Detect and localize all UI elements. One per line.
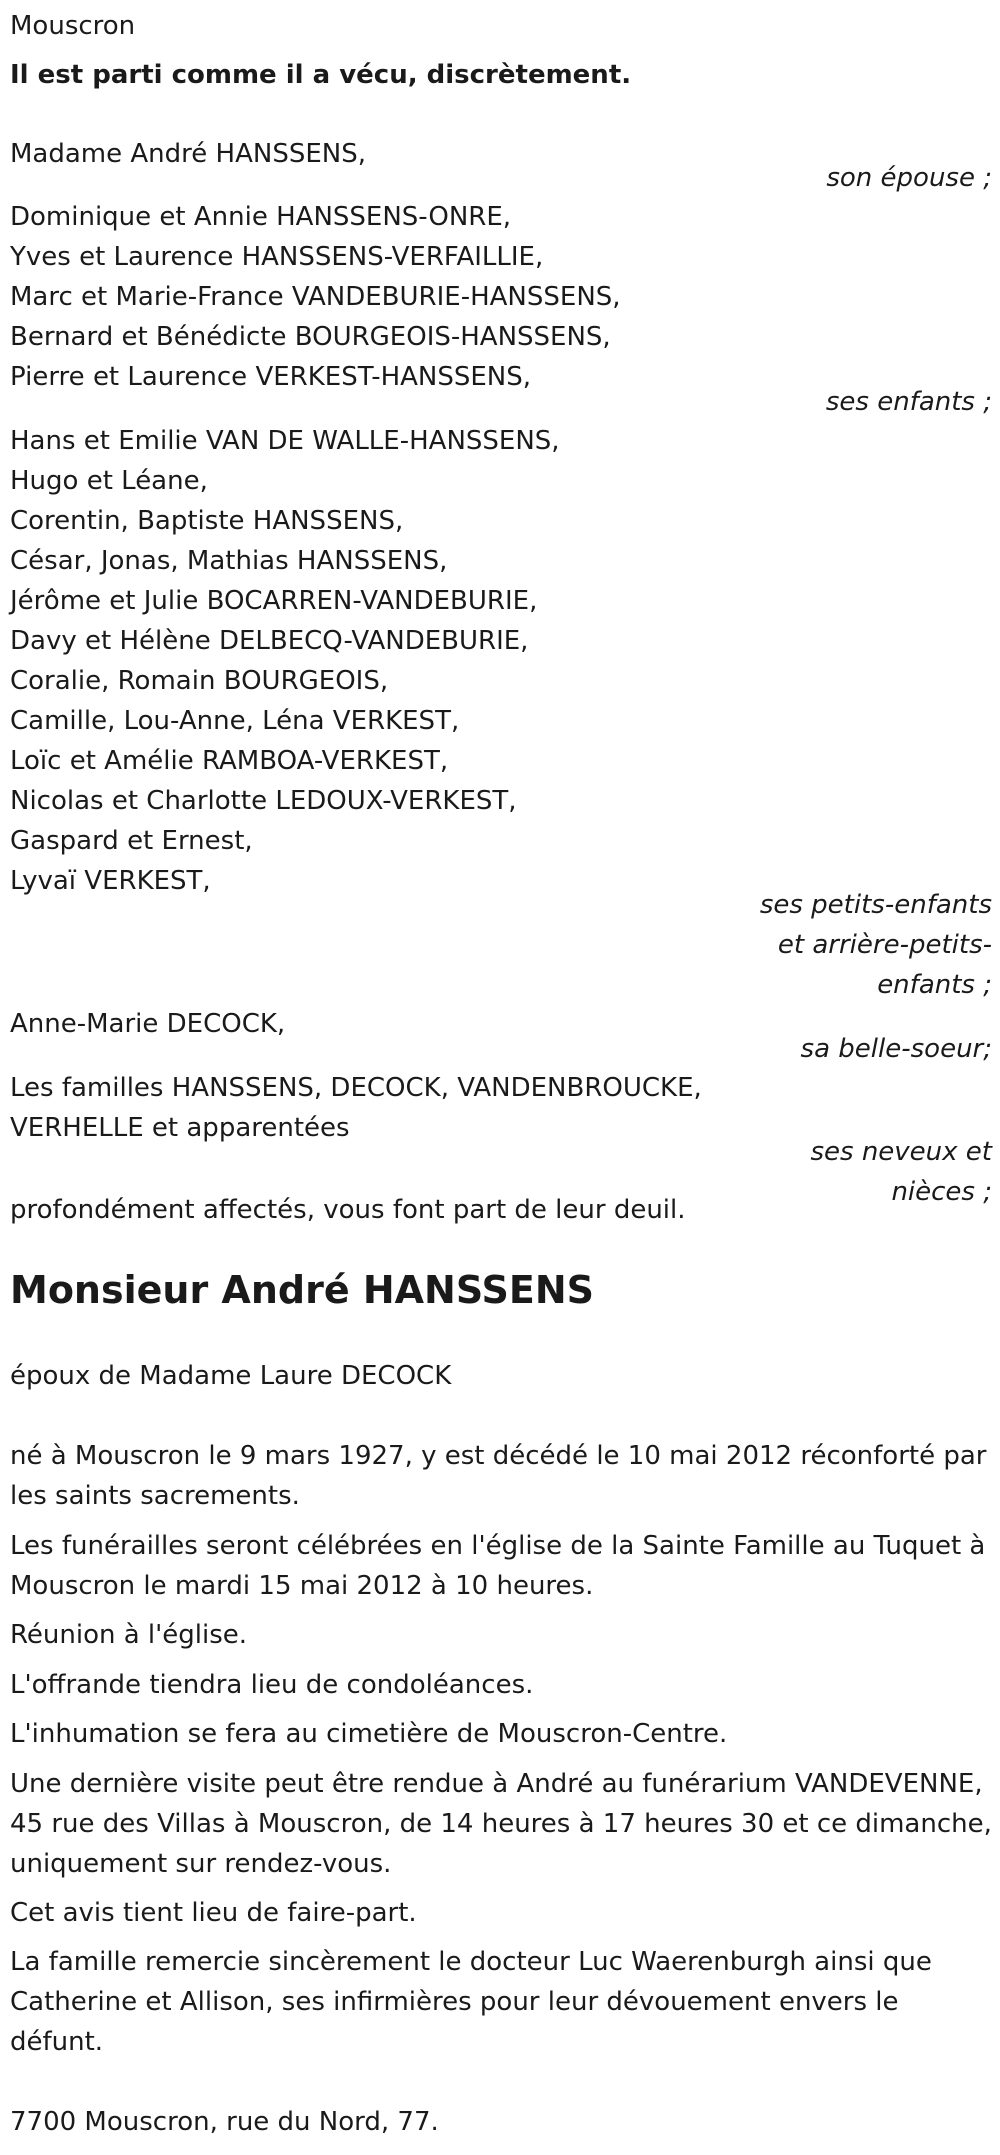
paragraph-reunion: Réunion à l'église. (10, 1620, 248, 1650)
motto: Il est parti comme il a vécu, discrètement. (10, 60, 632, 90)
grandchild-line: Camille, Lou-Anne, Léna VERKEST, (10, 706, 460, 736)
grandchild-line: Hans et Emilie VAN DE WALLE-HANSSENS, (10, 426, 560, 456)
grandchild-line: Jérôme et Julie BOCARREN-VANDEBURIE, (10, 586, 538, 616)
grandchild-line: Coralie, Romain BOURGEOIS, (10, 666, 389, 696)
paragraph-thanks: La famille remercie sincèrement le docteur Luc Waerenburgh ainsi que Catherine et Allison, ses infirmières pour leur dévouement envers le défunt. (10, 1947, 932, 2057)
spouse-line: Madame André HANSSENS, (10, 139, 366, 169)
role-children: ses enfants ; (825, 387, 992, 417)
role-families: ses neveux et (810, 1137, 992, 1167)
grandchild-line: Lyvaï VERKEST, (10, 866, 211, 896)
deceased-name: Monsieur André HANSSENS (10, 1268, 594, 1312)
child-line: Yves et Laurence HANSSENS-VERFAILLIE, (10, 242, 544, 272)
paragraph-visit: Une dernière visite peut être rendue à André au funérarium VANDEVENNE, 45 rue des Villas à Mouscron, de 14 heures à 17 heures 30 et ce dimanche, uniquement sur rendez-vous. (10, 1769, 992, 1879)
sister-in-law-line: Anne-Marie DECOCK, (10, 1009, 286, 1039)
families-line: VERHELLE et apparentées (10, 1113, 350, 1143)
paragraph-offering: L'offrande tiendra lieu de condoléances. (10, 1670, 534, 1700)
grandchild-line: Nicolas et Charlotte LEDOUX-VERKEST, (10, 786, 517, 816)
grandchild-line: Corentin, Baptiste HANSSENS, (10, 506, 404, 536)
role-sister-in-law: sa belle-soeur; (800, 1034, 992, 1064)
child-line: Marc et Marie-France VANDEBURIE-HANSSENS, (10, 282, 621, 312)
grandchild-line: Loïc et Amélie RAMBOA-VERKEST, (10, 746, 449, 776)
role-grandchildren: ses petits-enfants (759, 890, 992, 920)
child-line: Dominique et Annie HANSSENS-ONRE, (10, 202, 512, 232)
role-families: nièces ; (891, 1177, 992, 1207)
role-grandchildren: enfants ; (877, 970, 992, 1000)
paragraph-birth-death: né à Mouscron le 9 mars 1927, y est décédé le 10 mai 2012 réconforté par les saints sacrements. (10, 1441, 987, 1511)
city-heading: Mouscron (10, 11, 136, 41)
child-line: Bernard et Bénédicte BOURGEOIS-HANSSENS, (10, 322, 611, 352)
grandchild-line: Hugo et Léane, (10, 466, 208, 496)
paragraph-funeral: Les funérailles seront célébrées en l'église de la Sainte Famille au Tuquet à Mouscron le mardi 15 mai 2012 à 10 heures. (10, 1531, 986, 1601)
address: 7700 Mouscron, rue du Nord, 77. (10, 2107, 439, 2137)
deceased-spouse: époux de Madame Laure DECOCK (10, 1361, 452, 1391)
role-spouse: son épouse ; (826, 163, 992, 193)
paragraph-notice: Cet avis tient lieu de faire-part. (10, 1898, 417, 1928)
grandchild-line: Gaspard et Ernest, (10, 826, 253, 856)
grandchild-line: Davy et Hélène DELBECQ-VANDEBURIE, (10, 626, 529, 656)
grandchild-line: César, Jonas, Mathias HANSSENS, (10, 546, 448, 576)
closing-line: profondément affectés, vous font part de leur deuil. (10, 1195, 686, 1225)
child-line: Pierre et Laurence VERKEST-HANSSENS, (10, 362, 532, 392)
role-grandchildren: et arrière-petits- (777, 930, 992, 960)
families-line: Les familles HANSSENS, DECOCK, VANDENBROUCKE, (10, 1073, 702, 1103)
paragraph-burial: L'inhumation se fera au cimetière de Mouscron-Centre. (10, 1719, 728, 1749)
